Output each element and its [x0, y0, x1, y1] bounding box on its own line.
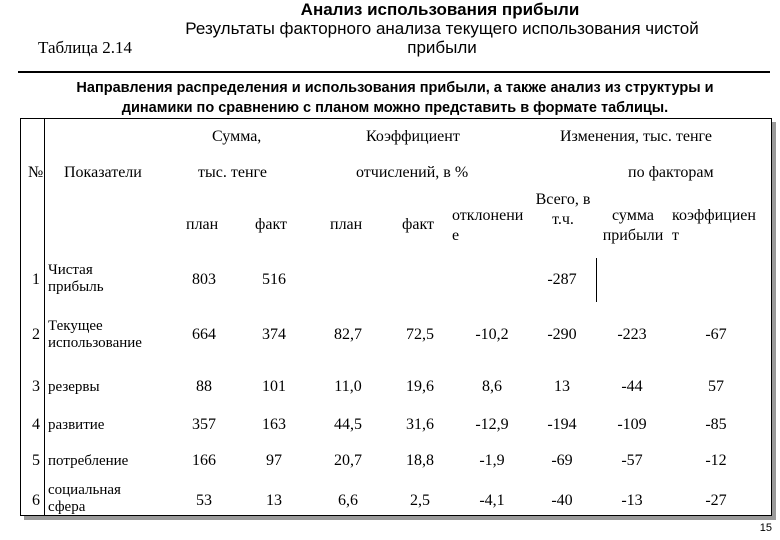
row4-total: -194 [547, 416, 577, 433]
row6-sum-plan: 53 [196, 492, 212, 509]
row5-coef-plan: 20,7 [334, 452, 362, 469]
row3-coef-fact: 19,6 [406, 378, 434, 395]
row1-total: -287 [547, 271, 577, 288]
row1-no: 1 [32, 271, 40, 288]
row1-sum-fact: 516 [262, 271, 286, 288]
row6-deviation: -4,1 [479, 492, 505, 509]
row2-by-profit: -223 [617, 326, 647, 343]
row6-total: -40 [551, 492, 573, 509]
intro-text: Направления распределения и использования прибыли, а также анализ из структуры и динамики по сравнению с планом можно представить в формате таблицы. [76, 80, 714, 116]
header-sum-fact: факт [255, 216, 288, 233]
row2-deviation: -10,2 [475, 326, 509, 343]
row3-sum-fact: 101 [262, 378, 286, 395]
row4-coef-plan: 44,5 [334, 416, 362, 433]
row5-total: -69 [551, 452, 573, 469]
row4-deviation: -12,9 [475, 416, 509, 433]
row4-coef-fact: 31,6 [406, 416, 434, 433]
row2-coef-fact: 72,5 [406, 326, 434, 343]
row5-no: 5 [32, 452, 40, 469]
row4-sum-plan: 357 [192, 416, 216, 433]
row5-name: потребление [48, 453, 129, 469]
row2-no: 2 [32, 326, 40, 343]
row6-no: 6 [32, 492, 40, 509]
page-subtitle: Результаты факторного анализа текущего использования чистой прибыли [185, 19, 699, 57]
row5-by-coef: -12 [705, 452, 727, 469]
row2-coef-plan: 82,7 [334, 326, 362, 343]
row3-sum-plan: 88 [196, 378, 212, 395]
page-title: Анализ использования прибыли [300, 0, 580, 19]
header-coef-line2: отчислений, в % [356, 164, 469, 181]
header-by-profit: сумма прибыли [602, 207, 664, 244]
row6-name: социальная сфера [48, 482, 121, 515]
header-coef-fact: факт [402, 216, 435, 233]
header-coef-plan: план [330, 216, 363, 233]
row4-by-coef: -85 [705, 416, 727, 433]
row6-sum-fact: 13 [266, 492, 282, 509]
title-divider [18, 71, 770, 73]
row6-coef-plan: 6,6 [338, 492, 358, 509]
header-sum-line1: Сумма, [212, 128, 262, 145]
header-indicators: Показатели [64, 164, 142, 181]
page-number: 15 [759, 522, 772, 534]
row5-deviation: -1,9 [479, 452, 505, 469]
row4-by-profit: -109 [617, 416, 647, 433]
header-change-line2: по факторам [628, 164, 714, 181]
header-by-coef: коэффициент [672, 207, 756, 244]
header-change-line1: Изменения, тыс. тенге [560, 128, 712, 145]
row6-by-coef: -27 [705, 492, 727, 509]
header-deviation: отклонение [452, 207, 524, 244]
row3-deviation: 8,6 [482, 378, 502, 395]
row2-name: Текущее использование [48, 318, 142, 351]
row5-coef-fact: 18,8 [406, 452, 434, 469]
row5-by-profit: -57 [621, 452, 643, 469]
header-no: № [28, 164, 44, 181]
row5-sum-fact: 97 [266, 452, 282, 469]
col-divider-partial [596, 258, 597, 302]
row3-coef-plan: 11,0 [334, 378, 362, 395]
header-sum-plan: план [186, 216, 219, 233]
row2-total: -290 [547, 326, 577, 343]
row3-total: 13 [554, 378, 570, 395]
row4-no: 4 [32, 416, 40, 433]
row6-by-profit: -13 [621, 492, 643, 509]
col-divider-no [44, 118, 45, 516]
row2-sum-plan: 664 [192, 326, 216, 343]
row4-name: развитие [48, 417, 105, 433]
header-coef-line1: Коэффициент [366, 128, 460, 145]
row3-name: резервы [48, 379, 100, 395]
row3-by-profit: -44 [621, 378, 643, 395]
row1-sum-plan: 803 [192, 271, 216, 288]
row1-name: Чистая прибыль [48, 262, 104, 295]
header-sum-line2: тыс. тенге [198, 164, 267, 181]
row3-no: 3 [32, 378, 40, 395]
row5-sum-plan: 166 [192, 452, 216, 469]
header-total: Всего, в т.ч. [535, 191, 591, 228]
table-number: Таблица 2.14 [38, 38, 132, 57]
row6-coef-fact: 2,5 [410, 492, 430, 509]
row2-sum-fact: 374 [262, 326, 286, 343]
row3-by-coef: 57 [708, 378, 724, 395]
row4-sum-fact: 163 [262, 416, 286, 433]
row2-by-coef: -67 [705, 326, 727, 343]
